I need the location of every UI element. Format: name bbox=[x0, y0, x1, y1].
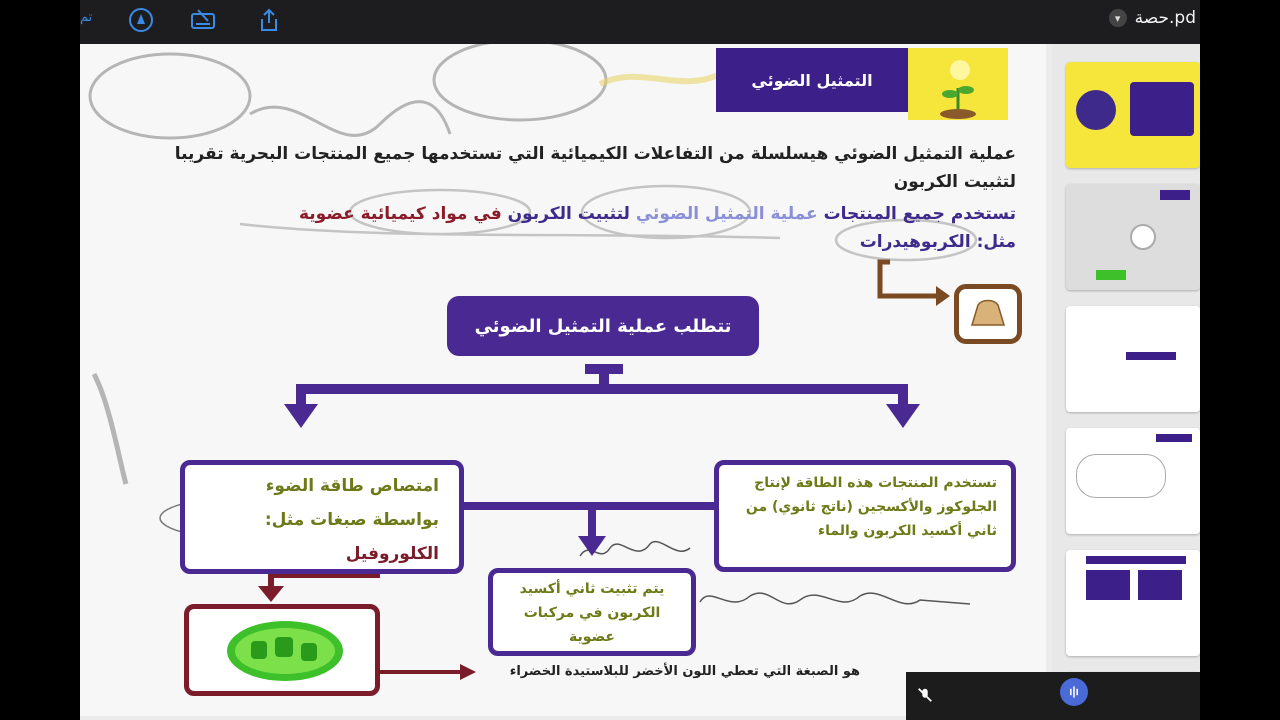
left-box-line: بواسطة صبغات مثل: bbox=[264, 510, 439, 530]
thumbnail-shape bbox=[1086, 556, 1186, 564]
main-requirement-box: تتطلب عملية التمثيل الضوئي bbox=[447, 296, 759, 356]
chevron-down-icon[interactable]: ▾ bbox=[1109, 9, 1127, 27]
chloroplast-image bbox=[189, 609, 375, 691]
title-block bbox=[1130, 82, 1194, 136]
page-thumbnail-2[interactable] bbox=[1066, 184, 1200, 290]
text-segment: لتثبيت الكربون bbox=[501, 204, 630, 224]
audio-controls bbox=[906, 672, 1200, 720]
thumbnail-shape bbox=[1126, 352, 1176, 360]
avatar bbox=[1076, 90, 1116, 130]
chlorophyll-label: الكلوروفيل bbox=[345, 544, 439, 564]
share-icon[interactable] bbox=[254, 6, 284, 34]
right-info-box bbox=[714, 460, 1016, 572]
right-box-text: تستخدم المنتجات هذه الطاقة لإنتاج الجلوكوز والأكسجين (ناتج ثانوي) من ثاني أكسيد الكربون والماء bbox=[745, 475, 997, 539]
chloroplast-box bbox=[184, 604, 380, 696]
pdf-page bbox=[80, 44, 1046, 716]
thumbnail-shape bbox=[1138, 570, 1182, 600]
mic-muted-icon[interactable] bbox=[910, 680, 940, 710]
top-toolbar bbox=[80, 0, 1200, 44]
paragraph-example: مثل: الكربوهيدرات bbox=[859, 232, 1016, 252]
thumbnail-shape bbox=[1160, 190, 1190, 200]
page-thumbnail-4[interactable] bbox=[1066, 428, 1200, 534]
thumbnail-shape bbox=[1086, 570, 1130, 600]
page-thumbnail-3[interactable] bbox=[1066, 306, 1200, 412]
thumbnail-shape bbox=[1156, 434, 1192, 442]
keyboard-icon[interactable] bbox=[188, 6, 218, 34]
left-box-line: امتصاص طاقة الضوء bbox=[265, 476, 439, 496]
slide-title: التمثيل الضوئي bbox=[716, 48, 908, 112]
app-window bbox=[80, 0, 1200, 720]
paragraph-usage bbox=[216, 200, 1016, 228]
bread-icon bbox=[954, 284, 1022, 344]
thumbnail-shape bbox=[1096, 270, 1126, 280]
more-icon[interactable] bbox=[1130, 224, 1156, 250]
page-thumbnail-1[interactable] bbox=[1066, 62, 1200, 168]
file-title[interactable] bbox=[1109, 8, 1196, 28]
pen-icon[interactable] bbox=[126, 6, 156, 34]
center-info-box bbox=[488, 568, 696, 656]
thumbnail-shape bbox=[1076, 454, 1166, 498]
chlorophyll-definition: هو الصبغة التي تعطي اللون الأخضر للبلاستيدة الخضراء bbox=[509, 664, 860, 679]
file-name: حصة.pd bbox=[1134, 8, 1196, 28]
center-box-text: يتم تثبيت ثاني أكسيد الكربون في مركبات عضوية bbox=[519, 581, 665, 645]
plant-sun-image bbox=[908, 48, 1008, 120]
text-segment-maroon: في مواد كيميائية عضوية bbox=[298, 204, 502, 224]
text-segment-highlight: عملية التمثيل الضوئي bbox=[629, 204, 818, 224]
paragraph-definition: عملية التمثيل الضوئي هيسلسلة من التفاعلات الكيميائية التي تستخدمها جميع المنتجات البحرية تقريبا لتثبيت الكربون bbox=[174, 144, 1016, 192]
audio-wave-icon[interactable] bbox=[1060, 678, 1088, 706]
back-label[interactable]: تم bbox=[80, 10, 93, 25]
page-thumbnail-5[interactable] bbox=[1066, 550, 1200, 656]
thumbnail-sidebar bbox=[1052, 44, 1200, 720]
text-segment: تستخدم جميع المنتجات bbox=[817, 204, 1016, 224]
left-info-box bbox=[180, 460, 464, 574]
